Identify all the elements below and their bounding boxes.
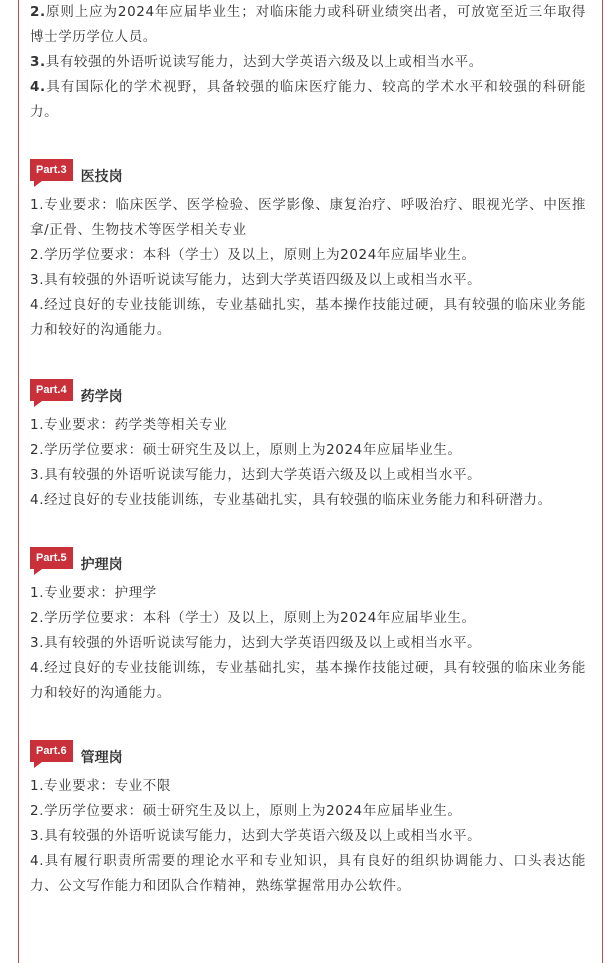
intro-item: 2.原则上应为2024年应届毕业生；对临床能力或科研业绩突出者，可放宽至近三年取得博士学历学位人员。 (30, 4, 586, 45)
requirement-item: 3.具有较强的外语听说读写能力，达到大学英语四级及以上或相当水平。 (30, 272, 482, 288)
requirement-item: 3.具有较强的外语听说读写能力，达到大学英语四级及以上或相当水平。 (30, 635, 482, 651)
article-content (30, 0, 586, 899)
requirement-item: 3.具有较强的外语听说读写能力，达到大学英语六级及以上或相当水平。 (30, 467, 482, 483)
requirement-item: 2.学历学位要求：硕士研究生及以上，原则上为2024年应届毕业生。 (30, 803, 462, 819)
section-header (30, 543, 586, 573)
intro-item: 3.具有较强的外语听说读写能力，达到大学英语六级及以上或相当水平。 (30, 54, 483, 70)
requirement-item: 2.学历学位要求：硕士研究生及以上，原则上为2024年应届毕业生。 (30, 442, 462, 458)
section-header (30, 736, 586, 766)
section-part-5 (30, 543, 586, 706)
section-part-4 (30, 375, 586, 513)
section-part-6 (30, 736, 586, 899)
requirement-item: 1.专业要求：临床医学、医学检验、医学影像、康复治疗、呼吸治疗、眼视光学、中医推拿/正骨、生物技术等医学相关专业 (30, 197, 586, 238)
section-header (30, 375, 586, 405)
requirement-item: 4.经过良好的专业技能训练，专业基础扎实，基本操作技能过硬，具有较强的临床业务能力和较好的沟通能力。 (30, 660, 586, 701)
part-badge: Part.5 (30, 547, 73, 569)
section-header (30, 155, 586, 185)
section-title: 医技岗 (80, 169, 123, 185)
requirement-item: 1.专业要求：护理学 (30, 585, 157, 601)
requirement-item: 2.学历学位要求：本科（学士）及以上，原则上为2024年应届毕业生。 (30, 610, 476, 626)
requirement-item: 4.经过良好的专业技能训练，专业基础扎实，基本操作技能过硬，具有较强的临床业务能力和较好的沟通能力。 (30, 297, 586, 338)
part-badge: Part.3 (30, 159, 73, 181)
requirement-item: 2.学历学位要求：本科（学士）及以上，原则上为2024年应届毕业生。 (30, 247, 476, 263)
section-part-3 (30, 155, 586, 343)
requirement-item: 4.经过良好的专业技能训练，专业基础扎实，具有较强的临床业务能力和科研潜力。 (30, 492, 552, 508)
section-title: 管理岗 (80, 750, 123, 766)
section-title: 药学岗 (80, 389, 123, 405)
requirement-item: 3.具有较强的外语听说读写能力，达到大学英语六级及以上或相当水平。 (30, 828, 482, 844)
section-title: 护理岗 (80, 557, 123, 573)
intro-item: 4.具有国际化的学术视野，具备较强的临床医疗能力、较高的学术水平和较强的科研能力。 (30, 79, 586, 120)
part-badge: Part.4 (30, 379, 73, 401)
intro-block (30, 0, 586, 125)
requirement-item: 1.专业要求：专业不限 (30, 778, 171, 794)
requirement-item: 4.具有履行职责所需要的理论水平和专业知识，具有良好的组织协调能力、口头表达能力、公文写作能力和团队合作精神，熟练掌握常用办公软件。 (30, 853, 586, 894)
requirement-item: 1.专业要求：药学类等相关专业 (30, 417, 228, 433)
part-badge: Part.6 (30, 740, 73, 762)
